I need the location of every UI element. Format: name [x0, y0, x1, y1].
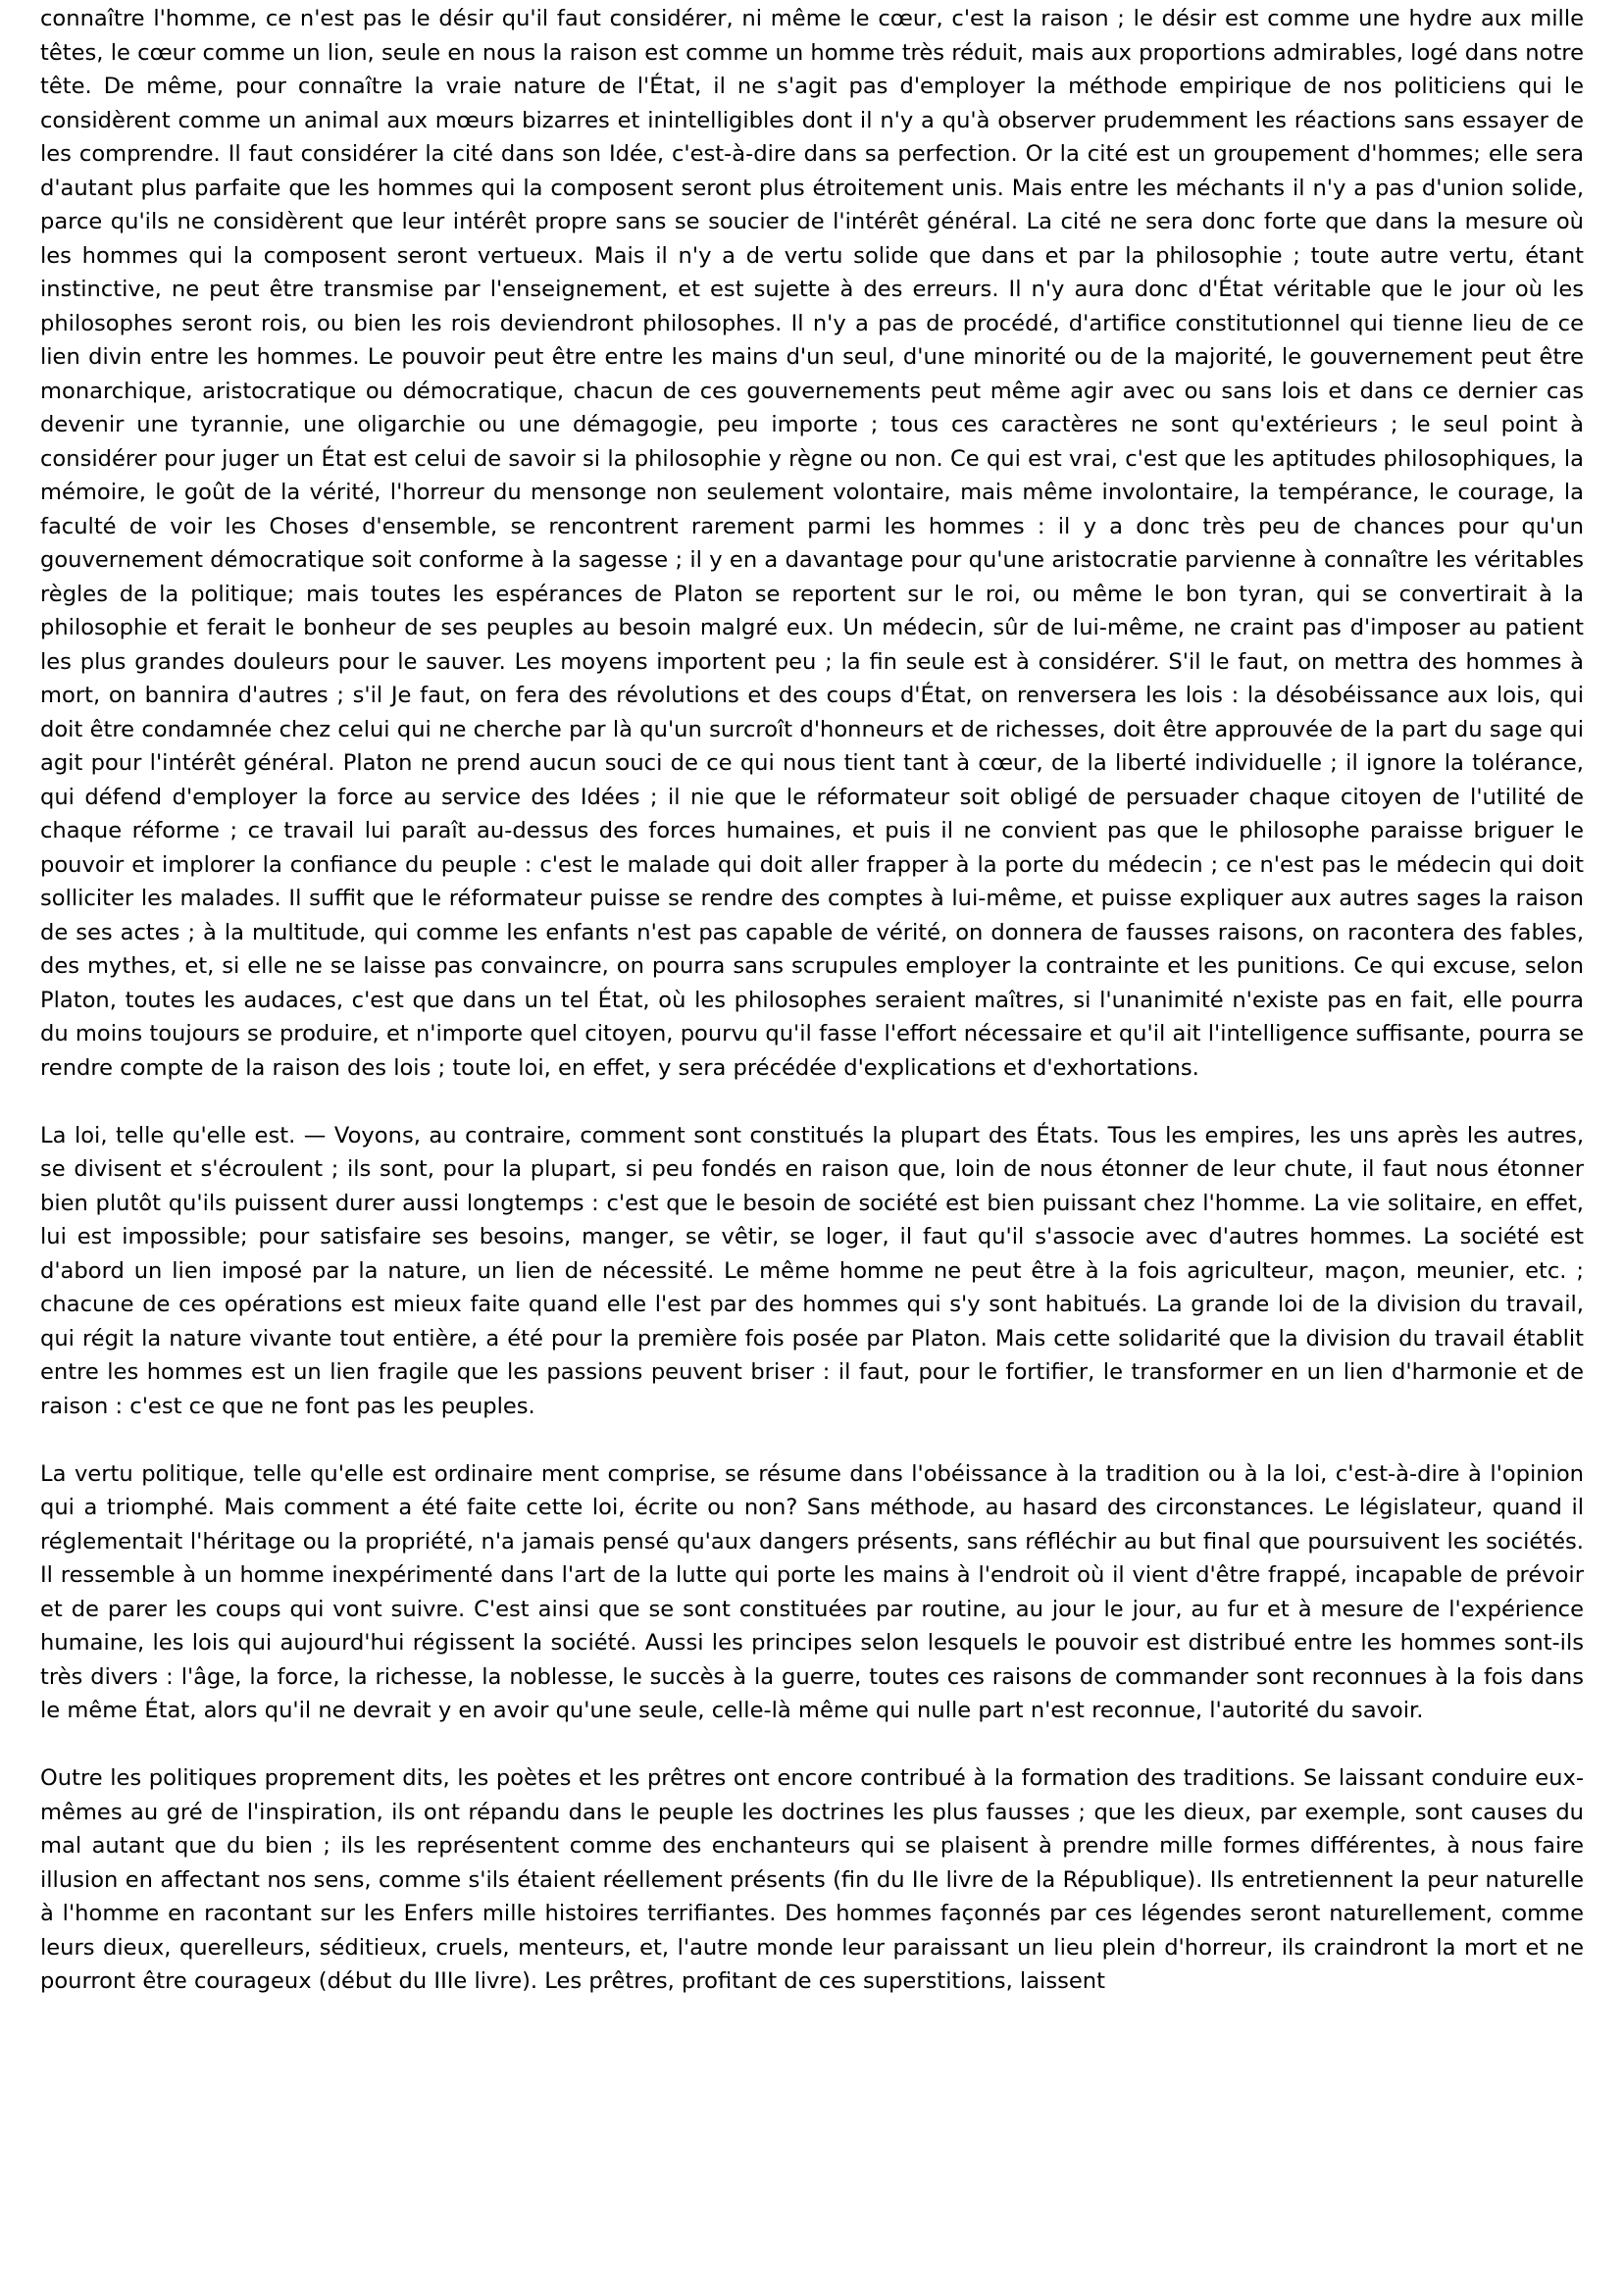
paragraph-law-as-it-is: La loi, telle qu'elle est. — Voyons, au contraire, comment sont constitués la plupart des États. Tous les empires, les uns après les autres, se divisent et s'écroulent ; ils sont, pour la plupart, si peu fondés en raison que, loin de nous étonner de leur chute, il faut nous étonner bien plutôt qu'ils puissent durer aussi longtemps : c'est que le besoin de société est bien puissant chez l'homme. La vie solitaire, en effet, lui est impossible; pour satisfaire ses besoins, manger, se vêtir, se loger, il faut qu'il s'associe avec d'autres hommes. La société est d'abord un lien imposé par la nature, un lien de nécessité. Le même homme ne peut être à la fois agriculteur, maçon, meunier, etc. ; chacune de ces opérations est mieux faite quand elle l'est par des hommes qui s'y sont habitués. La grande loi de la division du travail, qui régit la nature vivante tout entière, a été pour la première fois posée par Platon. Mais cette solidarité que la division du travail établit entre les hommes est un lien fragile que les passions peuvent briser : il faut, pour le fortifier, le transformer en un lien d'harmonie et de raison : c'est ce que ne font pas les peuples.	[40, 1122, 1584, 1419]
paragraph-ideal-state: connaître l'homme, ce n'est pas le désir qu'il faut considérer, ni même le cœur, c'est la raison ; le désir est comme une hydre aux mille têtes, le cœur comme un lion, seule en nous la raison est comme un homme très réduit, mais aux proportions admirables, logé dans notre tête. De même, pour connaître la vraie nature de l'État, il ne s'agit pas d'employer la méthode empirique de nos politiciens qui le considèrent comme un animal aux mœurs bizarres et inintelligibles dont il n'y a qu'à observer prudemment les réactions sans essayer de les comprendre. Il faut considérer la cité dans son Idée, c'est-à-dire dans sa perfection. Or la cité est un groupement d'hommes; elle sera d'autant plus parfaite que les hommes qui la composent seront plus étroitement unis. Mais entre les méchants il n'y a pas d'union solide, parce qu'ils ne considèrent que leur intérêt propre sans se soucier de l'intérêt général. La cité ne sera donc forte que dans la mesure où les hommes qui la composent seront vertueux. Mais il n'y a de vertu solide que dans et par la philosophie ; toute autre vertu, étant instinctive, ne peut être transmise par l'enseignement, et est sujette à des erreurs. Il n'y aura donc d'État véritable que le jour où les philosophes seront rois, ou bien les rois deviendront philosophes. Il n'y a pas de procédé, d'artifice constitutionnel qui tienne lieu de ce lien divin entre les hommes. Le pouvoir peut être entre les mains d'un seul, d'une minorité ou de la majorité, le gouvernement peut être monarchique, aristocratique ou démocratique, chacun de ces gouvernements peut même agir avec ou sans lois et dans ce dernier cas devenir une tyrannie, une oligarchie ou une démagogie, peu importe ; tous ces caractères ne sont qu'extérieurs ; le seul point à considérer pour juger un État est celui de savoir si la philosophie y règne ou non. Ce qui est vrai, c'est que les aptitudes philosophiques, la mémoire, le goût de la vérité, l'horreur du mensonge non seulement volontaire, mais même involontaire, la tempérance, le courage, la faculté de voir les Choses d'ensemble, se rencontrent rarement parmi les hommes : il y a donc très peu de chances pour qu'un gouvernement démocratique soit conforme à la sagesse ; il y en a davantage pour qu'une aristocratie parvienne à connaître les véritables règles de la politique; mais toutes les espérances de Platon se reportent sur le roi, ou même le bon tyran, qui se convertirait à la philosophie et ferait le bonheur de ses peuples au besoin malgré eux. Un médecin, sûr de lui-même, ne craint pas d'imposer au patient les plus grandes douleurs pour le sauver. Les moyens importent peu ; la fin seule est à considérer. S'il le faut, on mettra des hommes à mort, on bannira d'autres ; s'il Je faut, on fera des révolutions et des coups d'État, on renversera les lois : la désobéissance aux lois, qui doit être condamnée chez celui qui ne cherche par là qu'un surcroît d'honneurs et de richesses, doit être approuvée de la part du sage qui agit pour l'intérêt général. Platon ne prend aucun souci de ce qui nous tient tant à cœur, de la liberté individuelle ; il ignore la tolérance, qui défend d'employer la force au service des Idées ; il nie que le réformateur soit obligé de persuader chaque citoyen de l'utilité de chaque réforme ; ce travail lui paraît au-dessus des forces humaines, et puis il ne convient pas que le philosophe paraisse briguer le pouvoir et implorer la confiance du peuple : c'est le malade qui doit aller frapper à la porte du médecin ; ce n'est pas le médecin qui doit solliciter les malades. Il suffit que le réformateur puisse se rendre des comptes à lui-même, et puisse expliquer aux autres sages la raison de ses actes ; à la multitude, qui comme les enfants n'est pas capable de vérité, on donnera de fausses raisons, on racontera des fables, des mythes, et, si elle ne se laisse pas convaincre, on pourra sans scrupules employer la contrainte et les punitions. Ce qui excuse, selon Platon, toutes les audaces, c'est que dans un tel État, où les philosophes seraient maîtres, si l'unanimité n'existe pas en fait, elle pourra du moins toujours se produire, et n'importe quel citoyen, pourvu qu'il fasse l'effort nécessaire et qu'il ait l'intelligence suffisante, pourra se rendre compte de la raison des lois ; toute loi, en effet, y sera précédée d'explications et d'exhortations.	[40, 6, 1584, 1081]
document-page	[40, 2, 1584, 1999]
paragraph-political-virtue: La vertu politique, telle qu'elle est ordinaire ment comprise, se résume dans l'obéissance à la tradition ou à la loi, c'est-à-dire à l'opinion qui a triomphé. Mais comment a été faite cette loi, écrite ou non? Sans méthode, au hasard des circonstances. Le législateur, quand il réglementait l'héritage ou la propriété, n'a jamais pensé qu'aux dangers présents, sans réfléchir au but final que poursuivent les sociétés. Il ressemble à un homme inexpérimenté dans l'art de la lutte qui porte les mains à l'endroit où il vient d'être frappé, incapable de prévoir et de parer les coups qui vont suivre. C'est ainsi que se sont constituées par routine, au jour le jour, au fur et à mesure de l'expérience humaine, les lois qui aujourd'hui régissent la société. Aussi les principes selon lesquels le pouvoir est distribué entre les hommes sont-ils très divers : l'âge, la force, la richesse, la noblesse, le succès à la guerre, toutes ces raisons de commander sont reconnues à la fois dans le même État, alors qu'il ne devrait y en avoir qu'une seule, celle-là même qui nulle part n'est reconnue, l'autorité du savoir.	[40, 1460, 1584, 1723]
paragraph-poets-and-priests: Outre les politiques proprement dits, les poètes et les prêtres ont encore contribué à la formation des traditions. Se laissant conduire eux-mêmes au gré de l'inspiration, ils ont répandu dans le peuple les doctrines les plus fausses ; que les dieux, par exemple, sont causes du mal autant que du bien ; ils les représentent comme des enchanteurs qui se plaisent à prendre mille formes différentes, à nous faire illusion en affectant nos sens, comme s'ils étaient réellement présents (fin du IIe livre de la République). Ils entretiennent la peur naturelle à l'homme en racontant sur les Enfers mille histoires terrifiantes. Des hommes façonnés par ces légendes seront naturellement, comme leurs dieux, querelleurs, séditieux, cruels, menteurs, et, l'autre monde leur paraissant un lieu plein d'horreur, ils craindront la mort et ne pourront être courageux (début du IIIe livre). Les prêtres, profitant de ces superstitions, laissent	[40, 1765, 1584, 1994]
